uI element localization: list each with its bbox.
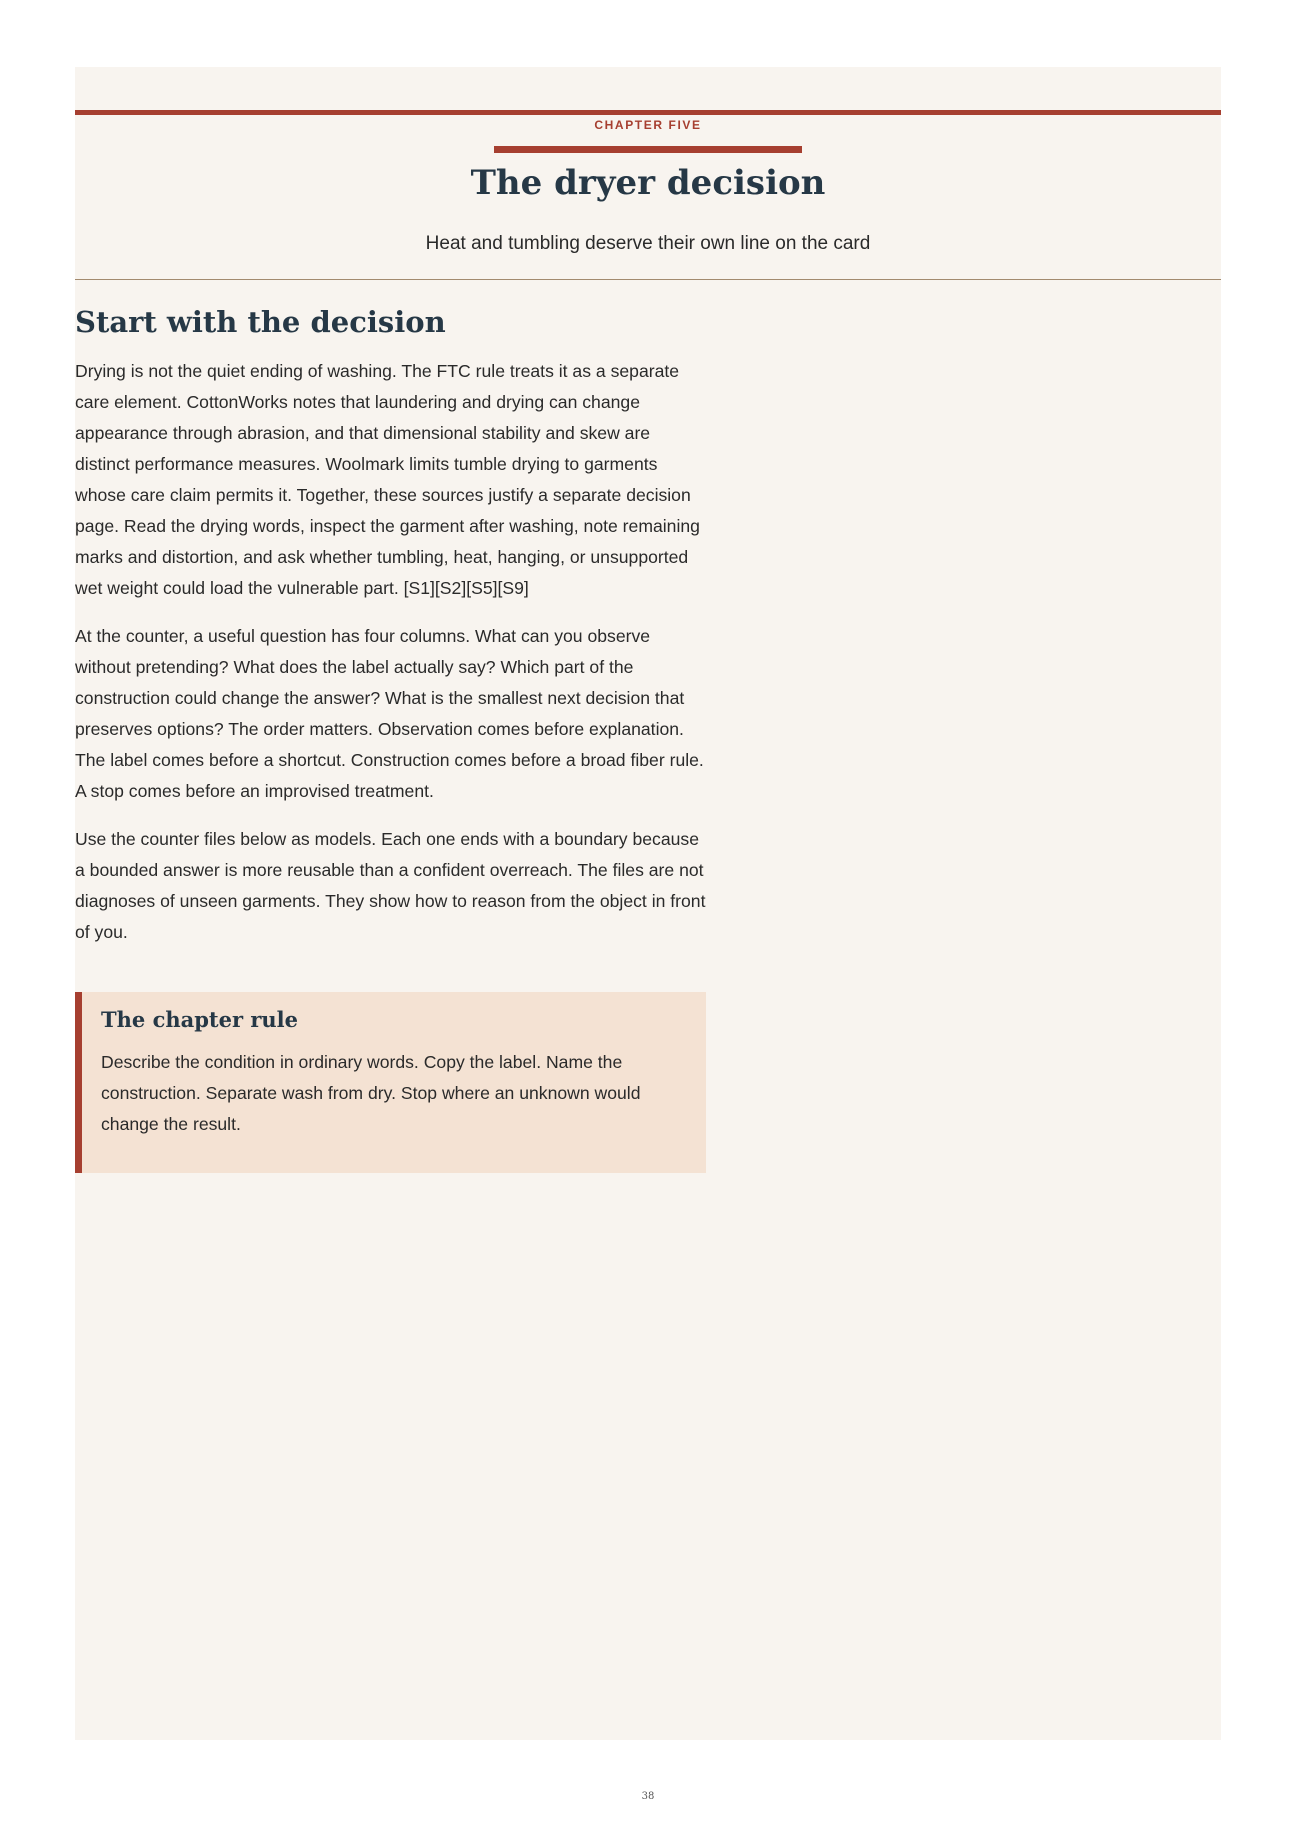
top-rule [75,110,1221,115]
chapter-rule-callout [75,992,706,1173]
callout-title: The chapter rule [101,1007,299,1032]
section-heading: Start with the decision [75,305,446,339]
header-divider [75,279,1221,280]
body-column [75,356,707,965]
chapter-subtitle: Heat and tumbling deserve their own line on the card [425,233,871,254]
body-paragraph: At the counter, a useful question has four columns. What can you observe without pretending? What does the label actually say? Which part of the construction could change the answer? What is the smallest next decision that preserves options? The order matters. Observation comes before explanation. The label comes before a shortcut. Construction comes before a broad fiber rule. A stop comes before an improvised treatment. [75,626,704,801]
title-accent-bar [494,146,802,153]
page-number: 38 [641,1791,655,1802]
callout-text: Describe the condition in ordinary words. Copy the label. Name the construction. Separate wash from dry. Stop where an unknown would change the result. [101,1052,641,1134]
chapter-title: The dryer decision [470,163,826,203]
body-paragraph: Use the counter files below as models. Each one ends with a boundary because a bounded answer is more reusable than a confident overreach. The files are not diagnoses of unseen garments. They show how to reason from the object in front of you. [75,829,706,942]
chapter-kicker: CHAPTER FIVE [594,118,702,132]
body-paragraph: Drying is not the quiet ending of washing. The FTC rule treats it as a separate care element. CottonWorks notes that laundering and drying can change appearance through abrasion, and that dimensional stability and skew are distinct performance measures. Woolmark limits tumble drying to garments whose care claim permits it. Together, these sources justify a separate decision page. Read the drying words, inspect the garment after washing, note remaining marks and distortion, and ask whether tumbling, heat, hanging, or unsupported wet weight could load the vulnerable part. [S1][S2][S5][S9] [75,361,700,598]
